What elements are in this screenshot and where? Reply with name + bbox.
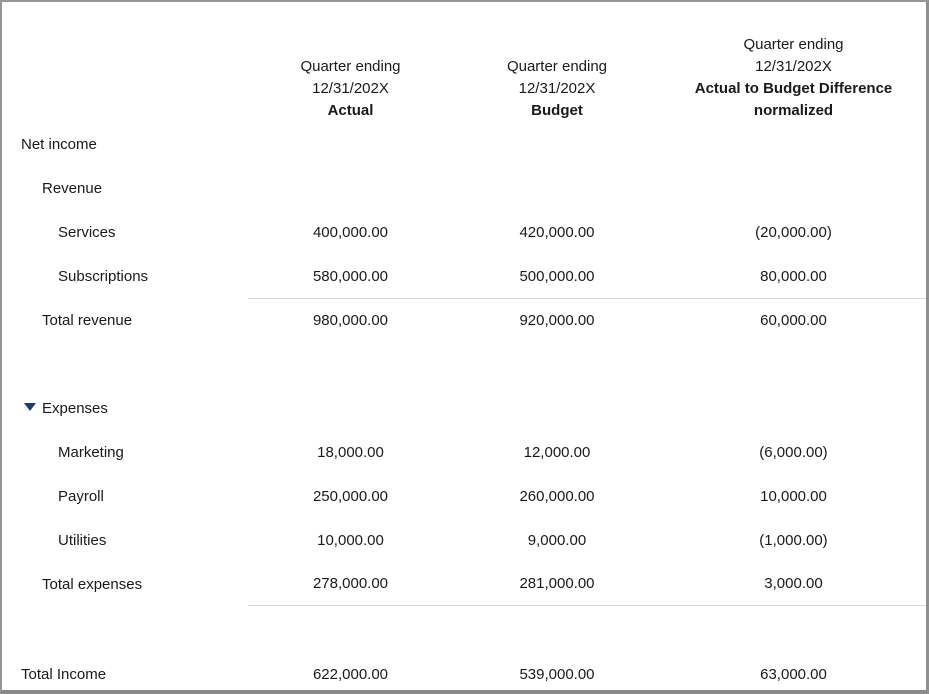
actual-value: 400,000.00 (312, 223, 389, 241)
row-label: Marketing (58, 443, 124, 461)
row-label-text: Expenses (42, 399, 108, 417)
difference-value: (20,000.00) (755, 223, 832, 241)
report-header (2, 2, 926, 122)
actual-value: 580,000.00 (312, 267, 389, 285)
row-label: Payroll (58, 487, 104, 505)
row-label: Net income (21, 135, 97, 153)
budget-value: 420,000.00 (519, 223, 595, 241)
budget-value: 920,000.00 (453, 298, 661, 342)
difference-value: 63,000.00 (760, 665, 827, 683)
collapse-arrow-icon[interactable] (24, 403, 36, 411)
column-label: Budget (531, 102, 583, 119)
actual-value: 250,000.00 (312, 487, 389, 505)
section-gap (2, 342, 926, 386)
row-label: Revenue (42, 179, 103, 197)
column-date: 12/31/202X (755, 58, 832, 75)
row-utilities (2, 518, 926, 562)
difference-value: 3,000.00 (661, 562, 926, 606)
section-gap (2, 606, 926, 652)
actual-value: 622,000.00 (312, 665, 389, 683)
row-total-expenses (2, 562, 926, 606)
row-label: Total revenue (42, 311, 133, 329)
column-label: Actual (327, 102, 374, 119)
difference-value: 10,000.00 (760, 487, 827, 505)
row-total-revenue (2, 298, 926, 342)
column-period: Quarter ending (506, 58, 608, 75)
column-label: Actual to Budget Difference normalized (694, 80, 893, 119)
row-label: Services (58, 223, 116, 241)
difference-value: 60,000.00 (661, 298, 926, 342)
column-period: Quarter ending (743, 36, 844, 53)
actual-value: 980,000.00 (248, 298, 453, 342)
row-label: Total expenses (42, 575, 143, 593)
actual-value: 18,000.00 (317, 443, 384, 461)
budget-value: 500,000.00 (519, 267, 595, 285)
difference-value: 80,000.00 (760, 267, 827, 285)
row-subscriptions (2, 254, 926, 298)
row-marketing (2, 430, 926, 474)
actual-value: 278,000.00 (248, 562, 453, 606)
budget-value: 281,000.00 (453, 562, 661, 606)
row-label: Total Income (21, 665, 107, 683)
row-net-income (2, 122, 926, 166)
column-header-actual (248, 56, 453, 122)
column-period: Quarter ending (300, 58, 401, 75)
row-revenue (2, 166, 926, 210)
budget-value: 9,000.00 (527, 531, 587, 549)
row-label (2, 400, 248, 417)
row-expenses (2, 386, 926, 430)
difference-value: (6,000.00) (759, 443, 828, 461)
column-date: 12/31/202X (518, 80, 596, 97)
budget-value: 12,000.00 (523, 443, 591, 461)
row-payroll (2, 474, 926, 518)
row-services (2, 210, 926, 254)
row-total-income (2, 652, 926, 694)
column-date: 12/31/202X (312, 80, 389, 97)
budget-value: 260,000.00 (519, 487, 595, 505)
row-label: Utilities (58, 531, 107, 549)
row-label: Subscriptions (58, 267, 149, 285)
difference-value: (1,000.00) (759, 531, 828, 549)
budget-value: 539,000.00 (519, 665, 595, 683)
column-header-budget (453, 56, 661, 122)
column-header-difference (661, 34, 926, 122)
actual-value: 10,000.00 (317, 531, 384, 549)
